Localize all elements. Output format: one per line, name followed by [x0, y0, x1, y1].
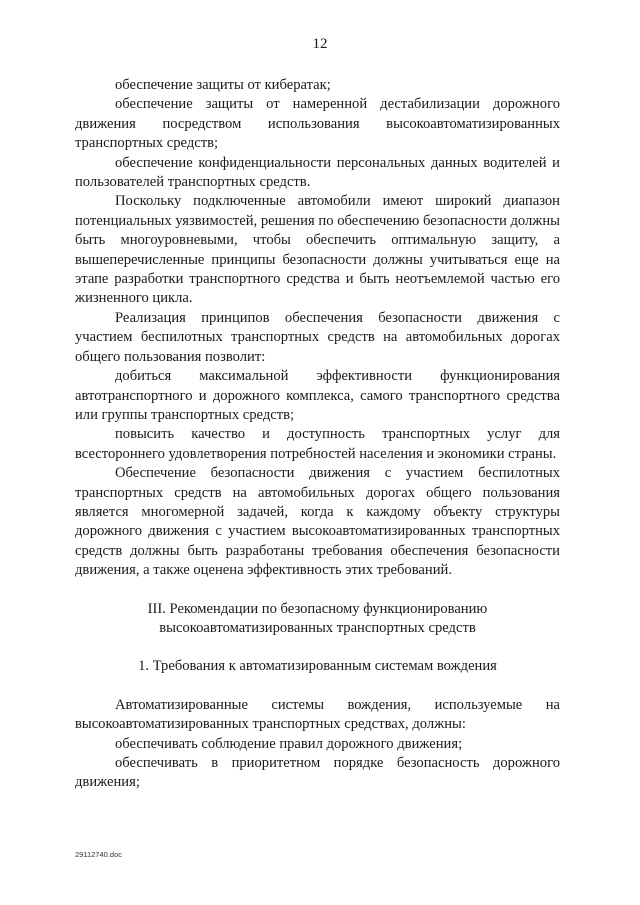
spacer	[75, 581, 560, 600]
section-heading-line-1: III. Рекомендации по безопасному функционированию	[147, 600, 488, 617]
paragraph-priority-safety: обеспечивать в приоритетном порядке безопасность дорожного движения;	[75, 755, 560, 791]
paragraph-traffic-rules: обеспечивать соблюдение правил дорожного движения;	[115, 735, 463, 752]
paragraph-ads-requirements-intro: Автоматизированные системы вождения, используемые на высокоавтоматизированных транспортных средствах, должны:	[75, 696, 560, 733]
paragraph-implementation: Реализация принципов обеспечения безопасности движения с участием беспилотных транспортных средств на автомобильных дорогах общего пользования позволит:	[75, 309, 560, 365]
paragraph-destabilization-protection: обеспечение защиты от намеренной дестабилизации дорожного движения посредством использования высокоавтоматизированных транспортных средств;	[75, 96, 560, 152]
section-heading-line-2: высокоавтоматизированных транспортных средств	[159, 619, 476, 636]
paragraph-service-quality: повысить качество и доступность транспортных услуг для всестороннего удовлетворения потребностей населения и экономики страны.	[75, 426, 560, 462]
paragraph-efficiency: добиться максимальной эффективности функционирования автотранспортного и дорожного комплекса, самого транспортного средства или группы транспортных средств;	[75, 368, 560, 423]
paragraph-multidimensional-task: Обеспечение безопасности движения с участием беспилотных транспортных средств на автомобильных дорогах общего пользования является многомерной задачей, когда к каждому объекту структуры дорожного движения с участием высокоавтоматизированных транспортных средств должны быть разработаны требования обеспечения безопасности движения, а также оценена эффективность этих требований.	[75, 465, 560, 579]
paragraph-vulnerabilities: Поскольку подключенные автомобили имеют широкий диапазон потенциальных уязвимостей, решения по обеспечению безопасности должны быть многоуровневыми, чтобы обеспечить оптимальную защиту, а вышеперечисленные принципы безопасности должны учитываться еще на этапе разработки транспортного средства и быть неотъемлемой частью его жизненного цикла.	[75, 193, 560, 307]
document-body	[75, 76, 560, 793]
paragraph-data-confidentiality: обеспечение конфиденциальности персональных данных водителей и пользователей транспортных средств.	[75, 154, 560, 191]
spacer	[75, 677, 560, 696]
spacer	[75, 638, 560, 657]
paragraph-cyber-protection: обеспечение защиты от кибератак;	[115, 77, 331, 93]
subsection-heading: 1. Требования к автоматизированным системам вождения	[138, 658, 497, 675]
page-number: 12	[312, 36, 328, 52]
footer-filename: 29112740.doc	[75, 850, 122, 859]
